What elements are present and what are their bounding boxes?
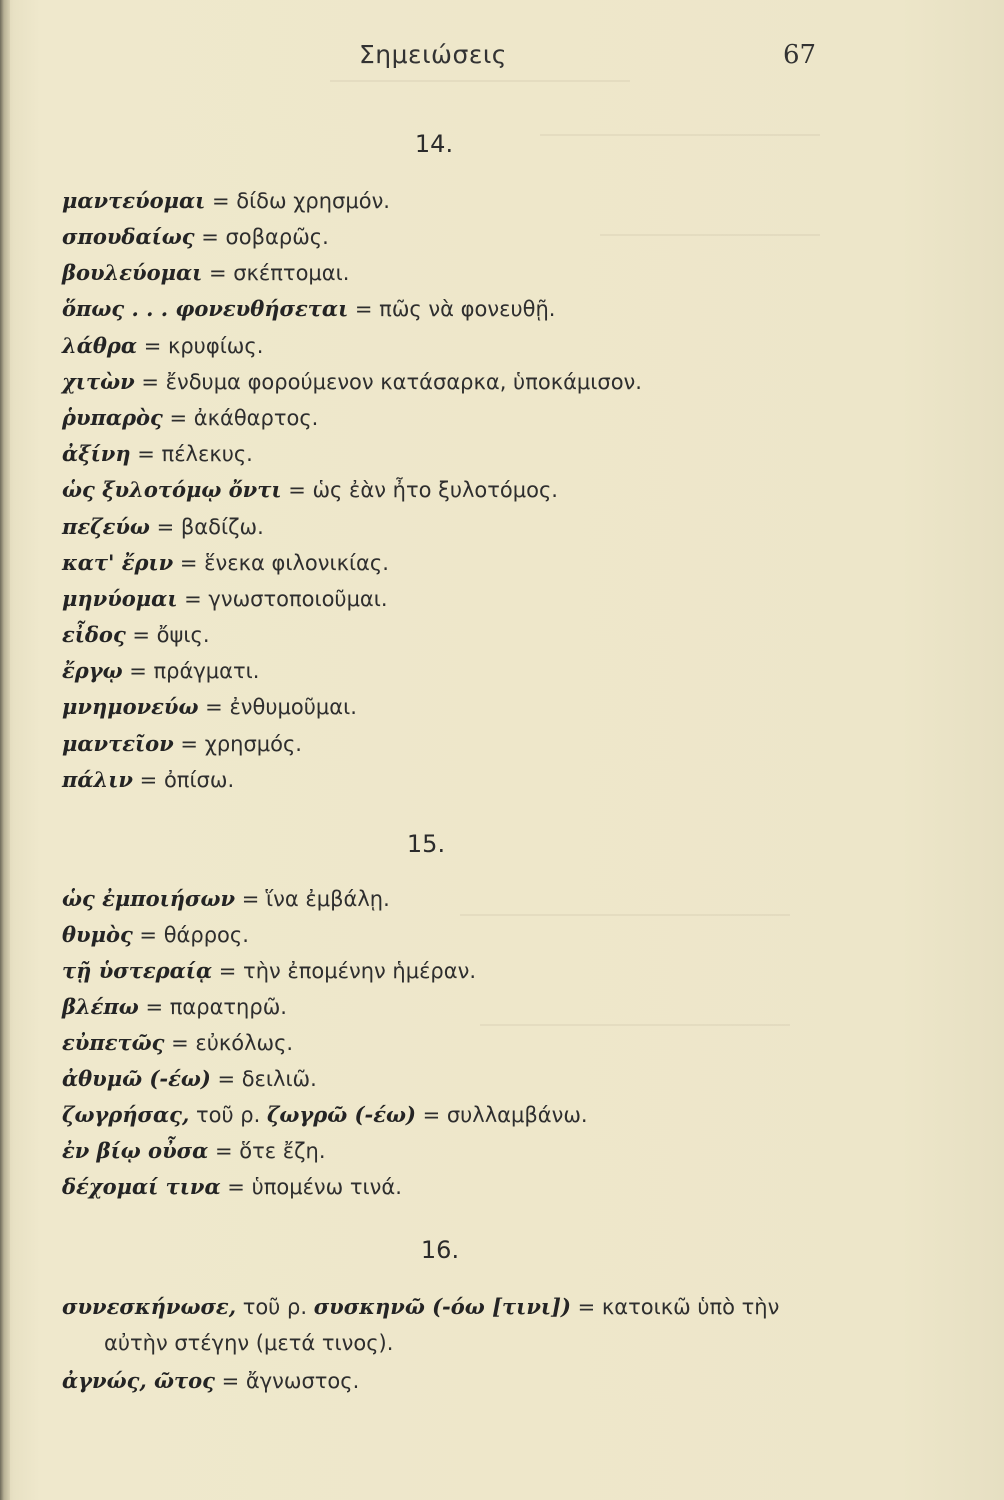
glossary-entry [62,1292,779,1322]
glossary-entry [62,729,302,759]
running-header-title: Σημειώσεις [359,40,507,69]
glossary-entry [62,1100,588,1130]
glossary-entry [62,1172,402,1202]
entry-term: ῥυπαρὸς [62,405,163,430]
show-through-text [600,220,820,236]
entry-term: μνημονεύω [62,694,199,719]
entry-term: ἔργῳ [62,658,123,683]
glossary-entry [62,186,390,216]
entry-term: εὐπετῶς [62,1030,165,1055]
show-through-text [540,120,820,136]
entry-term: σπουδαίως [62,224,195,249]
section-number: 15. [406,830,446,858]
entry-definition: = ὄψις. [125,623,210,647]
page-number: 67 [783,40,817,70]
entry-term: χιτὼν [62,369,135,394]
entry-definition: = πράγματι. [122,659,260,683]
entry-definition: = ὑπομένω τινά. [220,1175,402,1199]
entry-definition: = σκέπτομαι. [202,261,350,285]
glossary-entry [62,294,555,324]
entry-definition: τοῦ ρ. [189,1103,267,1127]
glossary-entry [62,439,253,469]
glossary-entry [62,620,210,650]
entry-term: ἀξίνη [62,441,131,466]
entry-term: εἶδος [62,622,126,647]
entry-term: πάλιν [62,767,133,792]
entry-term: κατ' ἔριν [62,550,174,575]
entry-term: τῇ ὑστεραίᾳ [62,958,213,983]
entry-definition: = χρησμός. [173,732,302,756]
entry-definition: = ὀπίσω. [133,768,235,792]
glossary-entry [62,258,349,288]
book-binding-edge [0,0,10,1500]
entry-term: μηνύομαι [62,586,178,611]
entry-definition: = θάρρος. [132,923,249,947]
glossary-entry [62,548,389,578]
entry-definition: = δίδω χρησμόν. [205,189,390,213]
entry-definition: = συλλαμβάνω. [415,1103,588,1127]
glossary-entry [62,920,249,950]
glossary-entry [62,403,318,433]
entry-term-root: ζωγρῶ (-έω) [266,1102,416,1127]
section-number: 16. [420,1236,460,1264]
entry-definition: = βαδίζω. [149,515,264,539]
entry-term: ἀθυμῶ (-έω) [62,1066,211,1091]
entry-term: βουλεύομαι [62,260,203,285]
entry-term: ὡς ξυλοτόμῳ ὄντι [62,477,282,502]
glossary-entry [62,656,259,686]
glossary-entry [62,992,287,1022]
glossary-entry [62,1366,359,1396]
glossary-entry [62,884,390,914]
entry-term: δέχομαί τινα [62,1174,221,1199]
entry-definition: = σοβαρῶς. [194,225,329,249]
show-through-text [460,900,790,916]
glossary-entry [62,512,264,542]
entry-definition: = δειλιῶ. [210,1067,317,1091]
entry-term: ὡς ἐμποιήσων [62,886,236,911]
entry-definition: = πέλεκυς. [130,442,253,466]
entry-term: πεζεύω [62,514,150,539]
entry-definition: = ὅτε ἔζη. [208,1139,326,1163]
glossary-entry [62,584,388,614]
glossary-entry [62,367,642,397]
entry-definition: = εὐκόλως. [164,1031,294,1055]
glossary-entry [62,1064,317,1094]
glossary-entry [62,475,558,505]
glossary-entry [62,1136,326,1166]
entry-definition: = ἕνεκα φιλονικίας. [173,551,389,575]
glossary-entry [62,692,357,722]
section-number: 14. [414,130,454,158]
glossary-entry [62,331,263,361]
entry-definition: = ἐνθυμοῦμαι. [198,695,357,719]
entry-definition: = κατοικῶ ὑπὸ τὴν [570,1295,780,1319]
entry-term-root: συσκηνῶ (-όω [τινι]) [313,1294,571,1319]
entry-definition: = κρυφίως. [137,334,264,358]
entry-term: μαντεῖον [62,731,174,756]
glossary-entry [62,956,476,986]
entry-term: ἀγνώς, ῶτος [62,1368,215,1393]
entry-term: θυμὸς [62,922,133,947]
entry-definition: = γνωστοποιοῦμαι. [177,587,388,611]
entry-term: λάθρα [62,333,138,358]
entry-term: συνεσκήνωσε, [62,1294,237,1319]
entry-term: ἐν βίῳ οὖσα [62,1138,209,1163]
entry-definition: = ἵνα ἐμβάλῃ. [235,887,390,911]
glossary-entry [62,1028,293,1058]
entry-term: βλέπω [62,994,139,1019]
entry-term: ὅπως . . . φονευθήσεται [62,296,349,321]
glossary-entry [62,765,234,795]
entry-continuation: αὐτὴν στέγην (μετά τινος). [104,1331,394,1355]
entry-definition: = ἔνδυμα φορούμενον κατάσαρκα, ὑποκάμισον. [134,370,642,394]
entry-definition: = πῶς νὰ φονευθῇ. [348,297,556,321]
entry-definition: = παρατηρῶ. [138,995,287,1019]
glossary-entry [62,222,329,252]
entry-term: ζωγρήσας, [62,1102,190,1127]
entry-definition: = ὡς ἐὰν ἦτο ξυλοτόμος. [281,478,558,502]
entry-term: μαντεύομαι [62,188,206,213]
entry-definition: = ἄγνωστος. [214,1369,360,1393]
entry-definition: τοῦ ρ. [236,1295,314,1319]
entry-definition: = τὴν ἐπομένην ἡμέραν. [212,959,477,983]
entry-definition: = ἀκάθαρτος. [162,406,319,430]
show-through-text [480,1010,790,1026]
